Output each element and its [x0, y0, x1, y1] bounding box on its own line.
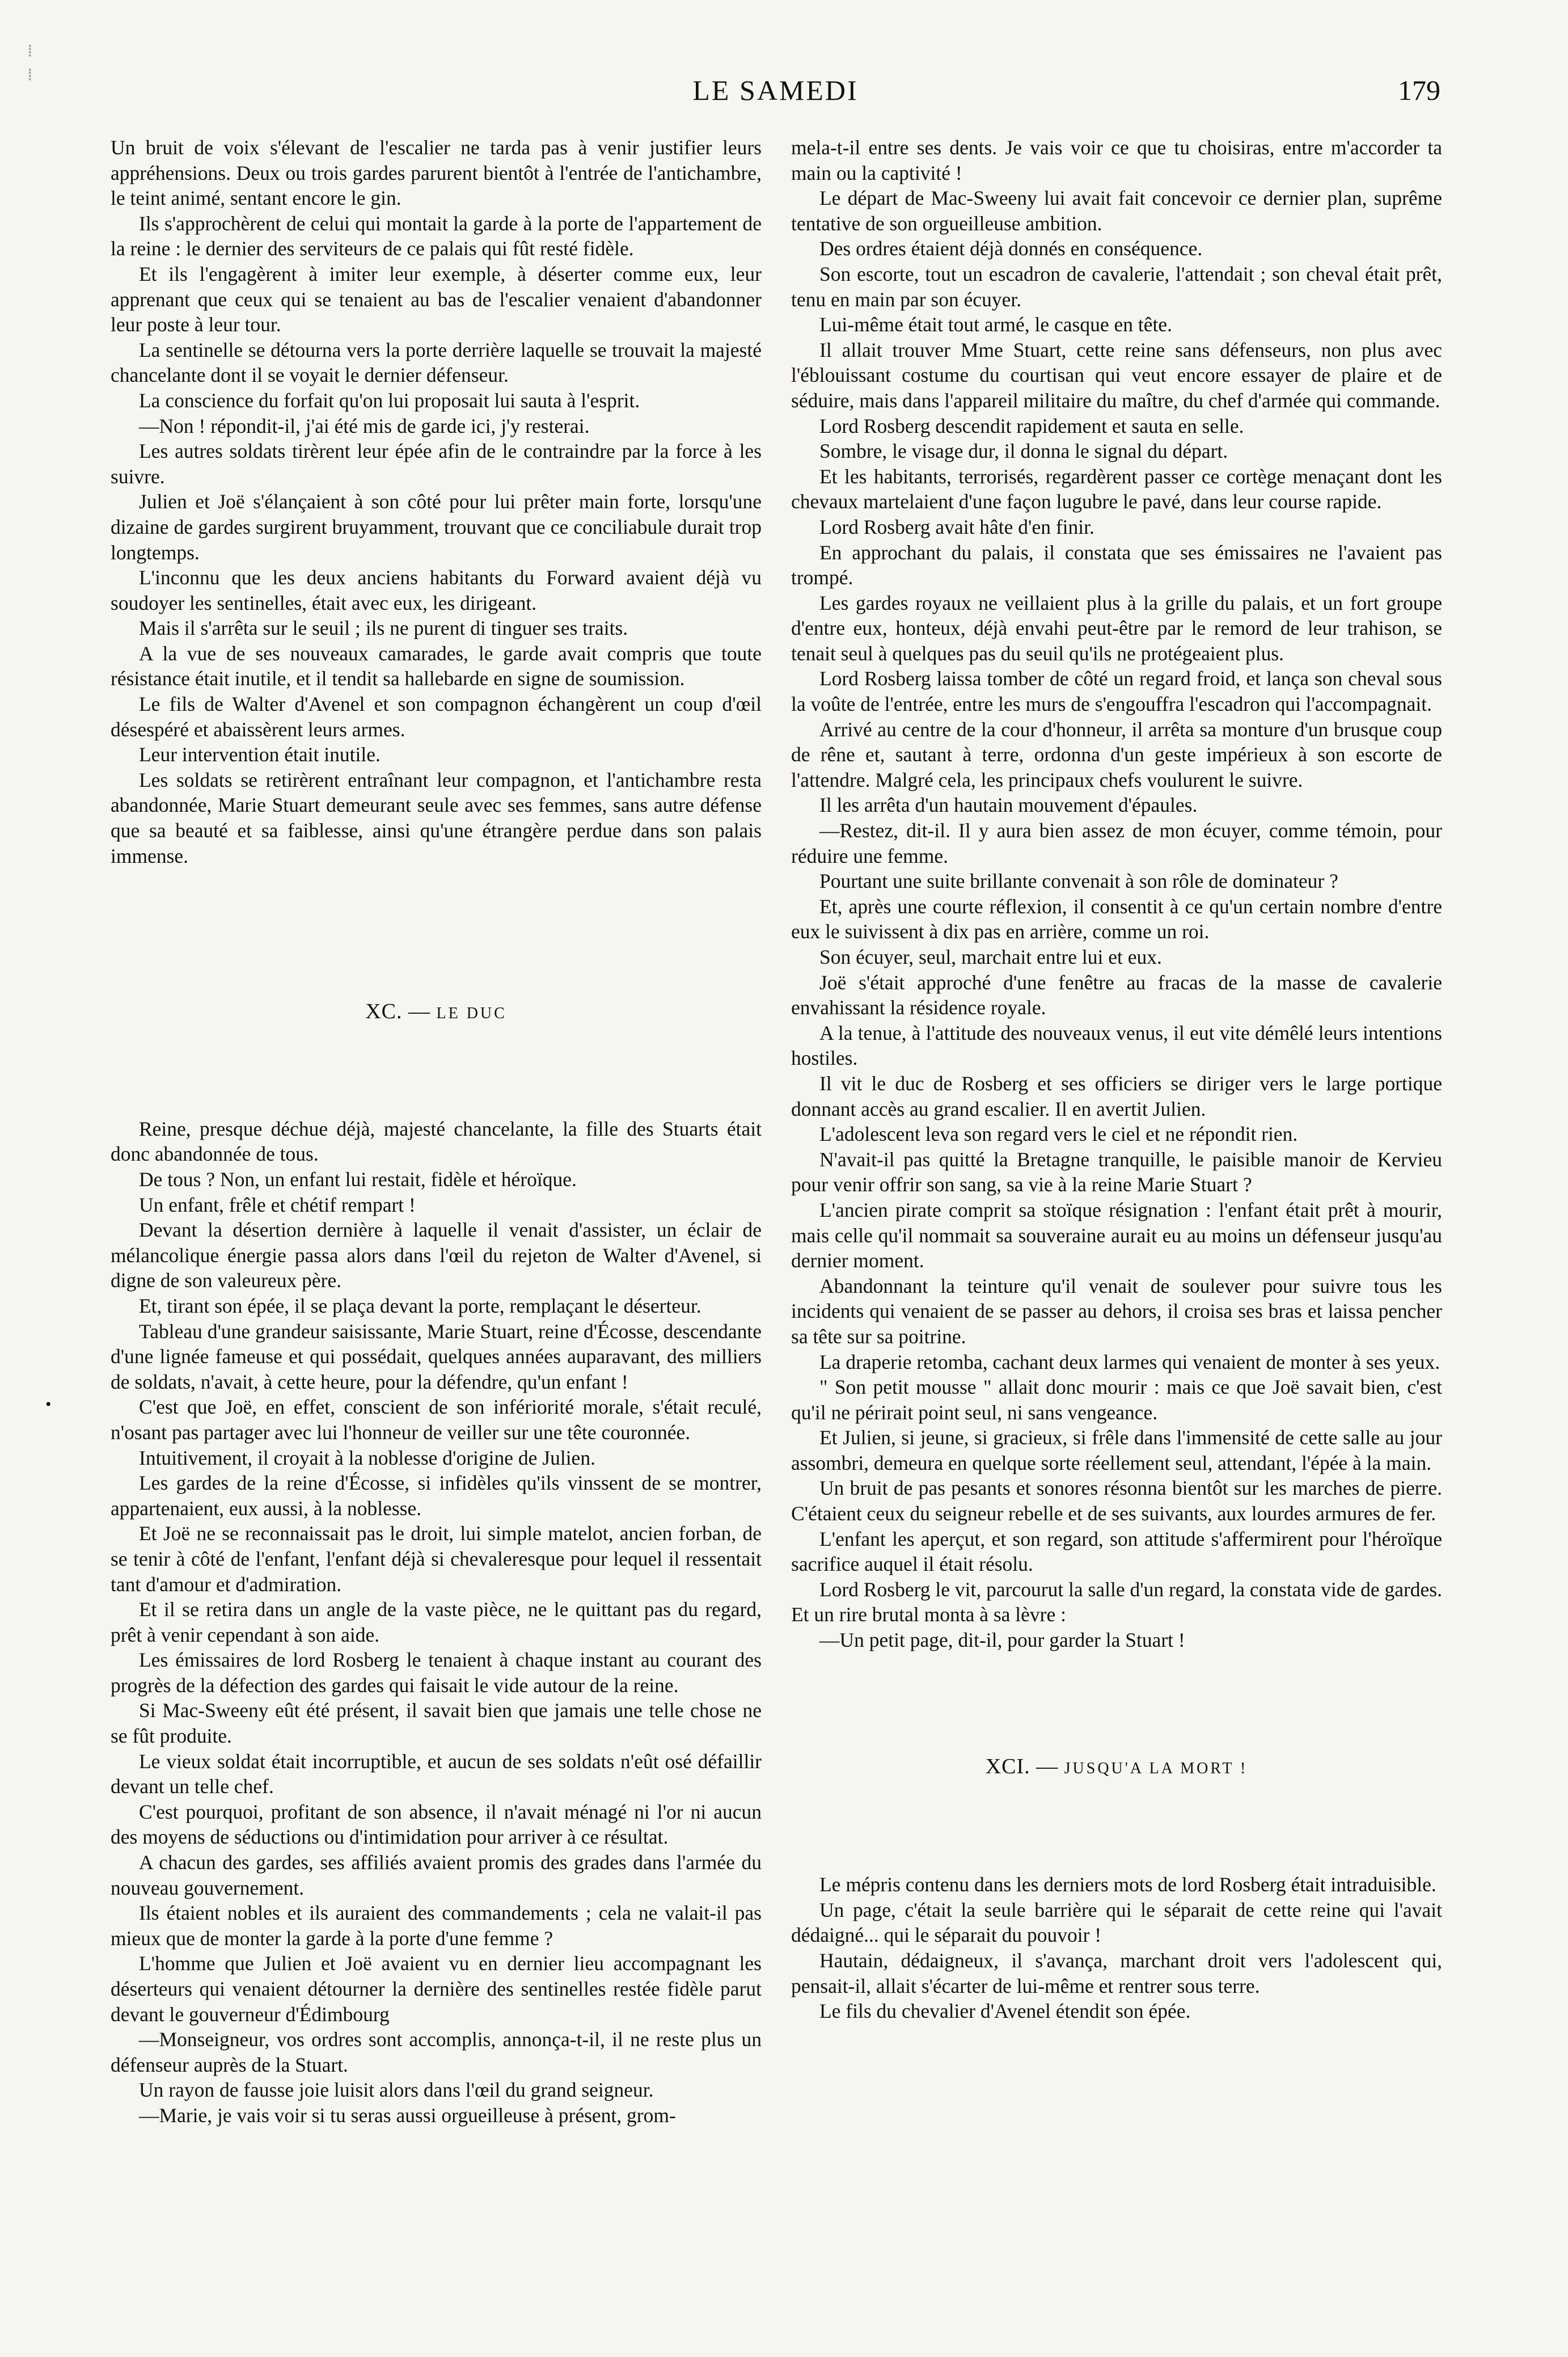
running-title: LE SAMEDI — [692, 74, 859, 106]
margin-dot: • — [45, 1395, 52, 1414]
paragraph: Les autres soldats tirèrent leur épée afin de le contraindre par la force à les suivre. — [111, 440, 762, 488]
spacer — [791, 1781, 1442, 1872]
paragraph: Mais il s'arrêta sur le seuil ; ils ne purent di tinguer ses traits. — [139, 617, 628, 640]
paragraph: Et, tirant son épée, il se plaça devant la porte, remplaçant le déserteur. — [139, 1294, 701, 1317]
paragraph: —Non ! répondit-il, j'ai été mis de garde ici, j'y resterai. — [139, 414, 590, 437]
paragraph: —Un petit page, dit-il, pour garder la Stuart ! — [819, 1629, 1185, 1652]
paragraph: Des ordres étaient déjà donnés en conséquence. — [819, 237, 1203, 260]
paragraph: Son escorte, tout un escadron de cavalerie, l'attendait ; son cheval était prêt, tenu en main par son écuyer. — [791, 262, 1442, 311]
paragraph: mela-t-il entre ses dents. Je vais voir ce que tu choisiras, entre m'accorder ta main ou la captivité ! — [791, 136, 1442, 184]
paragraph: Pourtant une suite brillante convenait à son rôle de dominateur ? — [819, 870, 1338, 893]
paragraph: Intuitivement, il croyait à la noblesse d'origine de Julien. — [139, 1446, 595, 1469]
paragraph: La sentinelle se détourna vers la porte derrière laquelle se trouvait la majesté chancelante dont il se voyait le dernier défenseur. — [111, 338, 762, 387]
paragraph: Le mépris contenu dans les derniers mots de lord Rosberg était intraduisible. — [819, 1873, 1436, 1896]
paragraph: C'est que Joë, en effet, conscient de son infériorité morale, s'était reculé, n'osant pas partager avec lui l'honneur de veiller sur une tête couronnée. — [111, 1395, 762, 1444]
paragraph: Et Joë ne se reconnaissait pas le droit, lui simple matelot, ancien forban, de se tenir à côté de l'enfant, l'enfant déjà si chevaleresque pour lequel il ressentait tant d'amour et d'admiration. — [111, 1522, 762, 1596]
paragraph: Lord Rosberg avait hâte d'en finir. — [819, 515, 1094, 538]
paragraph: Leur intervention était inutile. — [139, 743, 381, 766]
paragraph: La conscience du forfait qu'on lui proposait lui sauta à l'esprit. — [139, 389, 640, 412]
paragraph: Un rayon de fausse joie luisit alors dans l'œil du grand seigneur. — [139, 2078, 654, 2102]
paragraph: Un bruit de voix s'élevant de l'escalier ne tarda pas à venir justifier leurs appréhensions. Deux ou trois gardes parurent bientôt à l'entrée de l'antichambre, le teint animé, sentant encore le gin. — [111, 136, 762, 210]
paragraph: Et les habitants, terrorisés, regardèrent passer ce cortège menaçant dont les chevaux martelaient d'une façon lugubre le pavé, dans leur course rapide. — [791, 465, 1442, 513]
section-title: JUSQU'A LA MORT ! — [1064, 1759, 1248, 1777]
paragraph: Julien et Joë s'élançaient à son côté pour lui prêter main forte, lorsqu'une dizaine de gardes surgirent bruyamment, trouvant que ce conciliabule durait trop longtemps. — [111, 490, 762, 564]
paragraph: En approchant du palais, il constata que ses émissaires ne l'avaient pas trompé. — [791, 541, 1442, 589]
paragraph: Lui-même était tout armé, le casque en tête. — [819, 313, 1172, 336]
section-heading-xc — [111, 999, 762, 1027]
left-column-text-a — [111, 135, 762, 868]
paragraph: —Restez, dit-il. Il y aura bien assez de mon écuyer, comme témoin, pour réduire une femme. — [791, 819, 1442, 867]
paragraph: Lord Rosberg descendit rapidement et sauta en selle. — [819, 414, 1244, 437]
paragraph: L'enfant les aperçut, et son regard, son attitude s'affermirent pour l'héroïque sacrifice auquel il était résolu. — [791, 1527, 1442, 1576]
paragraph: L'adolescent leva son regard vers le ciel et ne répondit rien. — [819, 1123, 1298, 1146]
paragraph: Un page, c'était la seule barrière qui le séparait de cette reine qui l'avait dédaigné... qui le séparait du pouvoir ! — [791, 1898, 1442, 1947]
paragraph: Lord Rosberg laissa tomber de côté un regard froid, et lança son cheval sous la voûte de l'entrée, entre les murs de s'engouffra l'escadron qui l'accompagnait. — [791, 667, 1442, 716]
paragraph: Un enfant, frêle et chétif rempart ! — [139, 1193, 416, 1216]
section-heading-xci — [791, 1754, 1442, 1782]
page-number: 179 — [1398, 74, 1440, 106]
paragraph: Les gardes royaux ne veillaient plus à la grille du palais, et un fort groupe d'entre eux, honteux, déjà envahi peut-être par le remord de leur trahison, se tenait seul à quelques pas du seuil qu'ils ne protégeaient plus. — [791, 591, 1442, 665]
paragraph: C'est pourquoi, profitant de son absence, il n'avait ménagé ni l'or ni aucun des moyens de séductions ou d'intimidation pour arriver à ce résultat. — [111, 1800, 762, 1849]
paragraph: Le fils du chevalier d'Avenel étendit son épée. — [819, 2000, 1191, 2023]
paragraph: Les émissaires de lord Rosberg le tenaient à chaque instant au courant des progrès de la défection des gardes qui faisait le vide autour de la reine. — [111, 1648, 762, 1697]
margin-marks: ⁞ ⁞ — [27, 41, 33, 85]
paragraph: Le départ de Mac-Sweeny lui avait fait concevoir ce dernier plan, suprême tentative de son orgueilleuse ambition. — [791, 187, 1442, 235]
page-header — [111, 74, 1440, 108]
paragraph: Abandonnant la teinture qu'il venait de soulever pour suivre tous les incidents qui venaient de se passer au dehors, il croisa ses bras et laissa pencher sa tête sur sa poitrine. — [791, 1274, 1442, 1348]
paragraph: A la vue de ses nouveaux camarades, le garde avait compris que toute résistance était inutile, et il tendit sa hallebarde en signe de soumission. — [111, 642, 762, 690]
paragraph: Un bruit de pas pesants et sonores résonna bientôt sur les marches de pierre. C'étaient ceux du seigneur rebelle et de ses suivants, aux lourdes armures de fer. — [791, 1477, 1442, 1525]
right-column — [791, 135, 1442, 2024]
section-number: XCI. — — [985, 1754, 1059, 1778]
paragraph: Il vit le duc de Rosberg et ses officiers se diriger vers le large portique donnant accès au grand escalier. Il en avertit Julien. — [791, 1072, 1442, 1120]
paragraph: A chacun des gardes, ses affiliés avaient promis des grades dans l'armée du nouveau gouvernement. — [111, 1851, 762, 1899]
section-number: XC. — — [365, 1000, 430, 1024]
paragraph: Si Mac-Sweeny eût été présent, il savait bien que jamais une telle chose ne se fût produite. — [111, 1699, 762, 1748]
paragraph: De tous ? Non, un enfant lui restait, fidèle et héroïque. — [139, 1168, 577, 1191]
paragraph: Et Julien, si jeune, si gracieux, si frêle dans l'immensité de cette salle au jour assombri, demeura en quelque sorte réellement seul, attendant, l'épée à la main. — [791, 1426, 1442, 1474]
left-column-text-b — [111, 1116, 762, 2128]
paragraph: Et ils l'engagèrent à imiter leur exemple, à déserter comme eux, leur apprenant que ceux qui se tenaient au bas de l'escalier venaient d'abandonner leur poste à leur tour. — [111, 262, 762, 336]
spacer — [791, 1653, 1442, 1754]
paragraph: Arrivé au centre de la cour d'honneur, il arrêta sa monture d'un brusque coup de rêne et, sautant à terre, ordonna d'un geste impérieux à son escorte de l'attendre. Malgré cela, les principaux chefs voulurent le suivre. — [791, 718, 1442, 791]
paragraph: N'avait-il pas quitté la Bretagne tranquille, le paisible manoir de Kervieu pour venir offrir son sang, sa vie à la reine Marie Stuart ? — [791, 1148, 1442, 1196]
paragraph: Le vieux soldat était incorruptible, et aucun de ses soldats n'eût osé défaillir devant un telle chef. — [111, 1749, 762, 1798]
left-column — [111, 135, 762, 2128]
paragraph: Le fils de Walter d'Avenel et son compagnon échangèrent un coup d'œil désespéré et abaissèrent leurs armes. — [111, 693, 762, 741]
paragraph: Il allait trouver Mme Stuart, cette reine sans défenseurs, non plus avec l'éblouissant costume du courtisan qui veut encore essayer de plaire et de séduire, mais dans l'appareil militaire du maître, du chef d'armée qui commande. — [791, 338, 1442, 412]
paragraph: Tableau d'une grandeur saisissante, Marie Stuart, reine d'Écosse, descendante d'une lignée fameuse et qui possédait, quelques années auparavant, des milliers de soldats, n'avait, à cette heure, pour la défendre, qu'un enfant ! — [111, 1319, 762, 1393]
paragraph: L'ancien pirate comprit sa stoïque résignation : l'enfant était prêt à mourir, mais celle qu'il nommait sa souveraine aurait eu au moins un défenseur jusqu'au dernier moment. — [791, 1198, 1442, 1272]
paragraph: Les gardes de la reine d'Écosse, si infidèles qu'ils vinssent de se montrer, appartenaient, eux aussi, à la noblesse. — [111, 1471, 762, 1520]
paragraph: Et il se retira dans un angle de la vaste pièce, ne le quittant pas du regard, prêt à venir cependant à son aide. — [111, 1598, 762, 1646]
paragraph: Joë s'était approché d'une fenêtre au fracas de la masse de cavalerie envahissant la résidence royale. — [791, 971, 1442, 1019]
section-title: LE DUC — [436, 1005, 507, 1023]
paragraph: Reine, presque déchue déjà, majesté chancelante, la fille des Stuarts était donc abandonnée de tous. — [111, 1117, 762, 1166]
paragraph: Hautain, dédaigneux, il s'avança, marchant droit vers l'adolescent qui, pensait-il, allait s'écarter de lui-même et rentrer sous terre. — [791, 1949, 1442, 1997]
paragraph: Les soldats se retirèrent entraînant leur compagnon, et l'antichambre resta abandonnée, Marie Stuart demeurant seule avec ses femmes, sans autre défense que sa beauté et sa faiblesse, ainsi qu'une étrangère perdue dans son palais immense. — [111, 768, 762, 867]
right-column-text-b — [791, 1872, 1442, 2024]
paragraph: Son écuyer, seul, marchait entre lui et eux. — [819, 946, 1162, 968]
paragraph: " Son petit mousse " allait donc mourir : mais ce que Joë savait bien, c'est qu'il ne périrait point seul, ni sans vengeance. — [791, 1376, 1442, 1424]
right-column-text-a — [791, 135, 1442, 1653]
paragraph: Sombre, le visage dur, il donna le signal du départ. — [819, 440, 1228, 463]
paragraph: L'inconnu que les deux anciens habitants du Forward avaient déjà vu soudoyer les sentinelles, était avec eux, les dirigeant. — [111, 566, 762, 614]
paragraph: A la tenue, à l'attitude des nouveaux venus, il eut vite démêlé leurs intentions hostiles. — [791, 1021, 1442, 1070]
spacer — [111, 868, 762, 999]
paragraph: Lord Rosberg le vit, parcourut la salle d'un regard, la constata vide de gardes. Et un rire brutal monta à sa lèvre : — [791, 1578, 1442, 1626]
paragraph: L'homme que Julien et Joë avaient vu en dernier lieu accompagnant les déserteurs qui venaient détourner la dernière des sentinelles restée fidèle parut devant le gouverneur d'Édimbourg — [111, 1952, 762, 2026]
paragraph: Ils étaient nobles et ils auraient des commandements ; cela ne valait-il pas mieux que de monter la garde à la porte d'une femme ? — [111, 1901, 762, 1950]
paragraph: Il les arrêta d'un hautain mouvement d'épaules. — [819, 794, 1198, 817]
paragraph: Et, après une courte réflexion, il consentit à ce qu'un certain nombre d'entre eux le suivissent à dix pas en arrière, comme un roi. — [791, 895, 1442, 943]
paragraph: La draperie retomba, cachant deux larmes qui venaient de monter à ses yeux. — [819, 1350, 1440, 1373]
paragraph: Devant la désertion dernière à laquelle il venait d'assister, un éclair de mélancolique énergie passa alors dans l'œil du rejeton de Walter d'Avenel, si digne de son valeureux père. — [111, 1218, 762, 1292]
paragraph: Ils s'approchèrent de celui qui montait la garde à la porte de l'appartement de la reine : le dernier des serviteurs de ce palais qui fût resté fidèle. — [111, 212, 762, 260]
spacer — [111, 1027, 762, 1116]
paragraph: —Marie, je vais voir si tu seras aussi orgueilleuse à présent, grom- — [139, 2103, 676, 2127]
paragraph: —Monseigneur, vos ordres sont accomplis, annonça-t-il, il ne reste plus un défenseur auprès de la Stuart. — [111, 2028, 762, 2076]
